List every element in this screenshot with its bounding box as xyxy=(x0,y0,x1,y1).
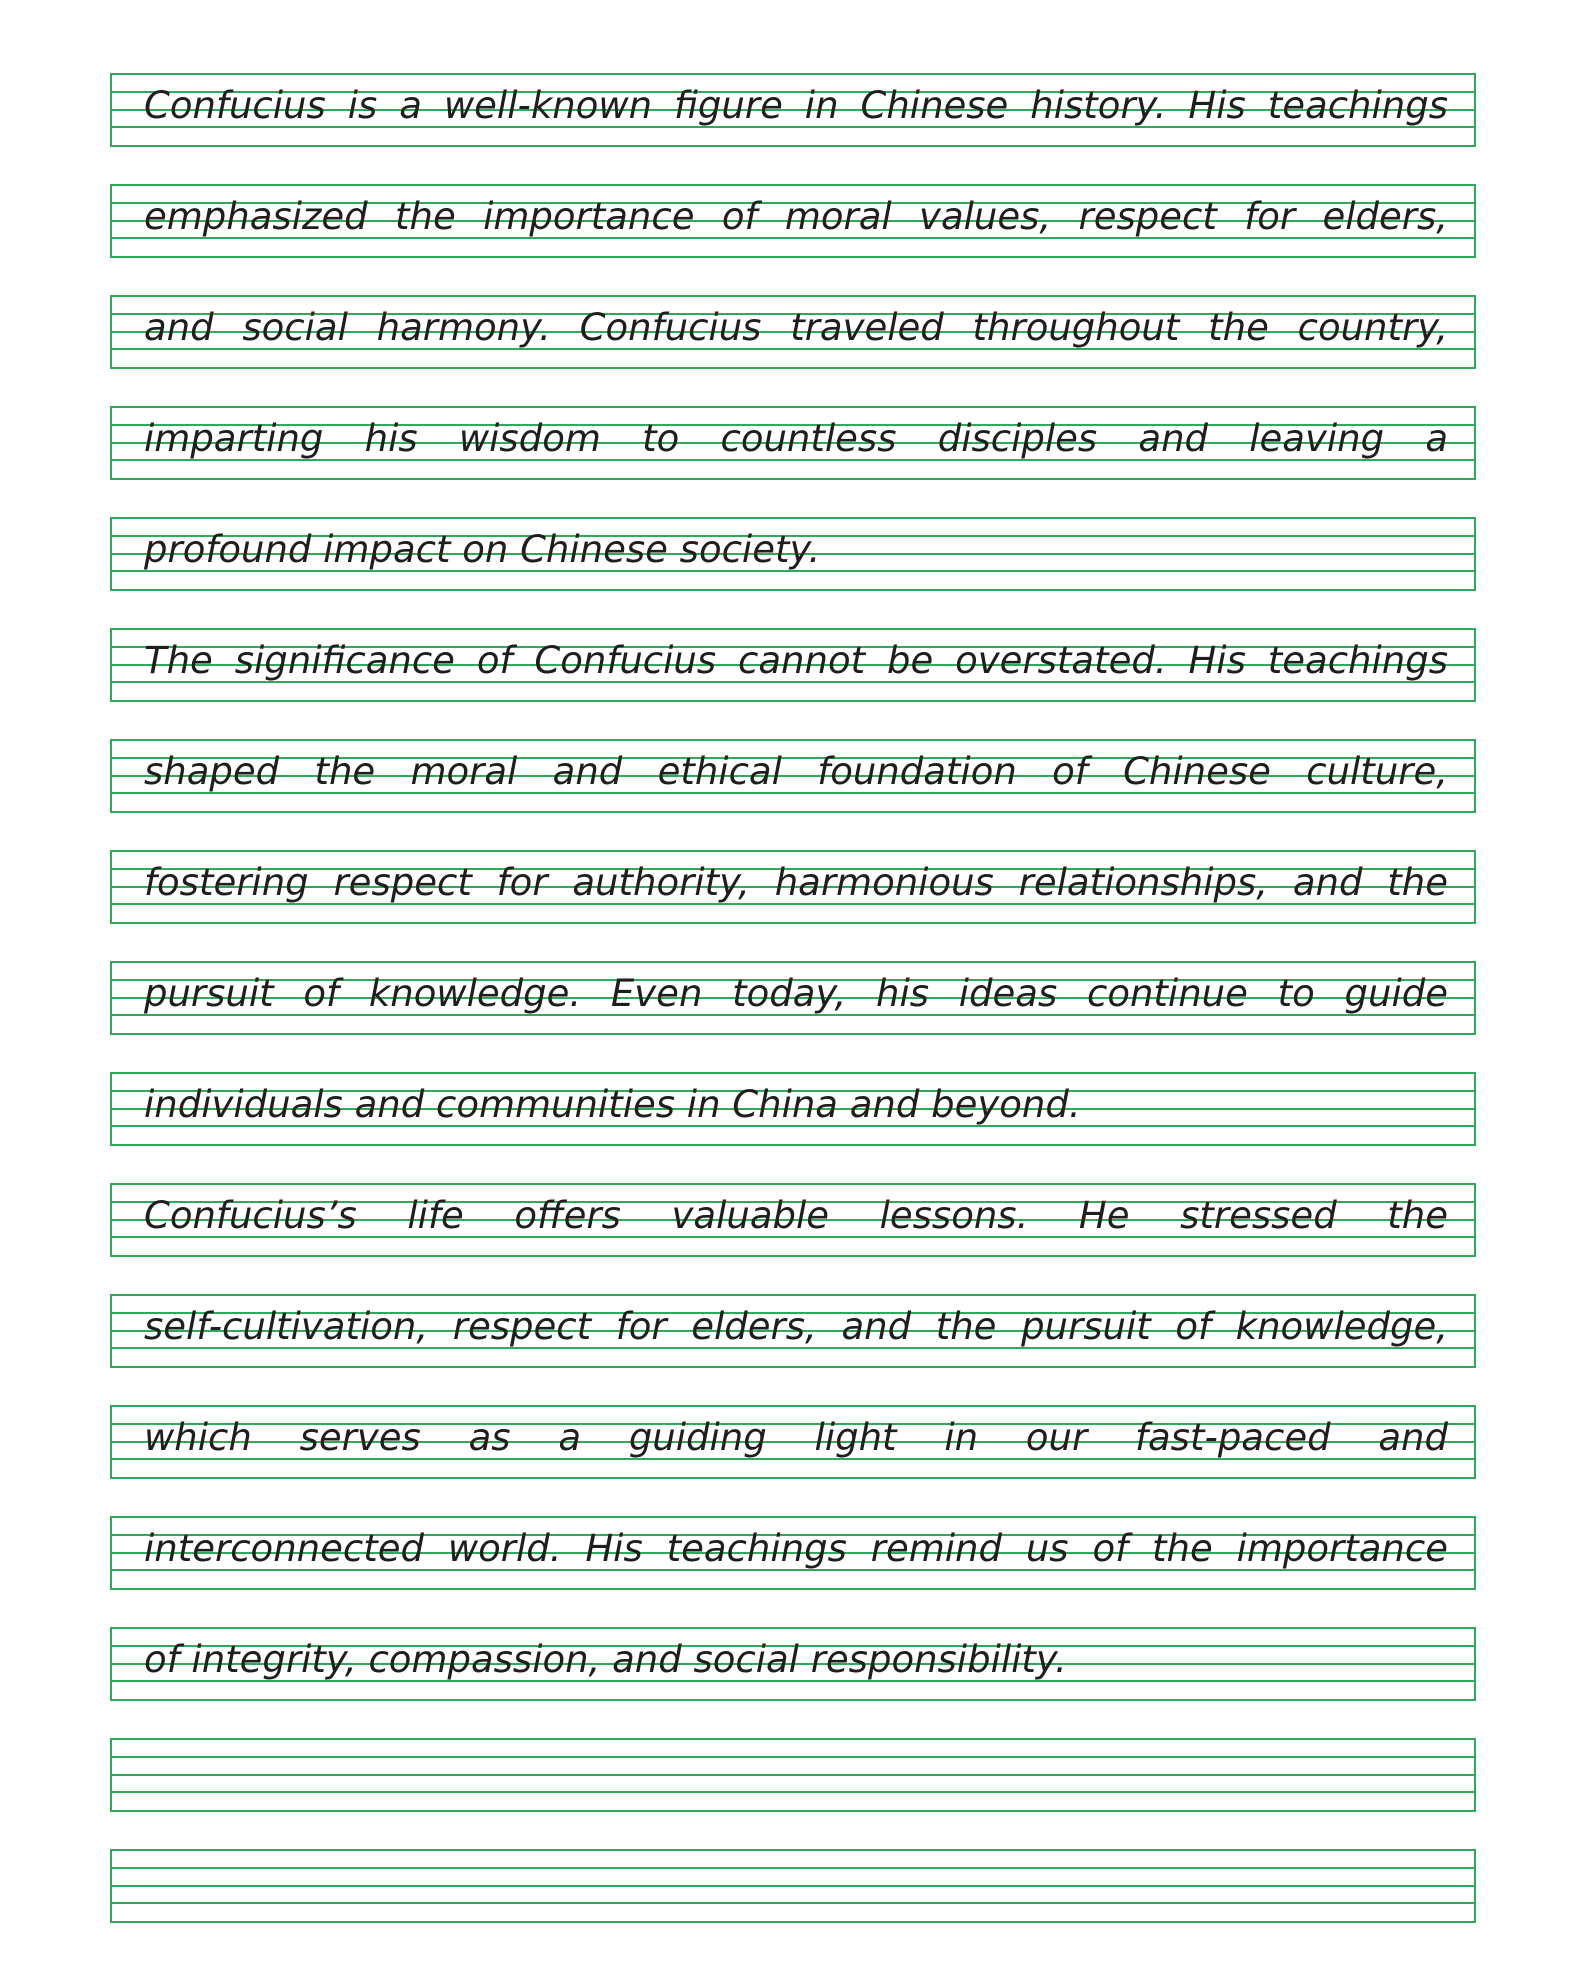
line-text: and social harmony. Confucius traveled throughout the country, xyxy=(144,306,1448,349)
writing-line-9 xyxy=(110,961,1476,1035)
writing-line-16-empty xyxy=(110,1738,1476,1812)
writing-line-15 xyxy=(110,1627,1476,1701)
writing-line-13 xyxy=(110,1405,1476,1479)
line-text: Confucius’s life offers valuable lessons. He stressed the xyxy=(144,1194,1448,1237)
line-text: The significance of Confucius cannot be overstated. His teachings xyxy=(144,639,1448,682)
guide-rule-baseline xyxy=(112,1791,1474,1793)
writing-line-17-empty xyxy=(110,1849,1476,1923)
line-text: self-cultivation, respect for elders, and the pursuit of knowledge, xyxy=(144,1305,1448,1348)
line-text: imparting his wisdom to countless disciples and leaving a xyxy=(144,417,1448,460)
writing-line-3 xyxy=(110,295,1476,369)
writing-line-8 xyxy=(110,850,1476,924)
writing-line-6 xyxy=(110,628,1476,702)
writing-line-1 xyxy=(110,73,1476,147)
writing-line-11 xyxy=(110,1183,1476,1257)
line-text: shaped the moral and ethical foundation of Chinese culture, xyxy=(144,750,1448,793)
line-text: interconnected world. His teachings remind us of the importance xyxy=(144,1527,1448,1570)
line-text: emphasized the importance of moral values, respect for elders, xyxy=(144,195,1448,238)
guide-rule-top xyxy=(112,1756,1474,1758)
handwriting-worksheet xyxy=(110,73,1476,1960)
guide-rule-top xyxy=(112,1867,1474,1869)
line-text: of integrity, compassion, and social responsibility. xyxy=(144,1638,1067,1681)
writing-line-10 xyxy=(110,1072,1476,1146)
writing-line-14 xyxy=(110,1516,1476,1590)
line-text: fostering respect for authority, harmonious relationships, and the xyxy=(144,861,1448,904)
guide-rule-middle xyxy=(112,1885,1474,1887)
writing-line-12 xyxy=(110,1294,1476,1368)
line-text: which serves as a guiding light in our fast-paced and xyxy=(144,1416,1448,1459)
line-text: pursuit of knowledge. Even today, his ideas continue to guide xyxy=(144,972,1448,1015)
writing-line-4 xyxy=(110,406,1476,480)
line-text: Confucius is a well-known figure in Chinese history. His teachings xyxy=(144,84,1448,127)
writing-line-7 xyxy=(110,739,1476,813)
guide-rule-baseline xyxy=(112,1902,1474,1904)
guide-rule-middle xyxy=(112,1774,1474,1776)
line-text: profound impact on Chinese society. xyxy=(144,528,821,571)
writing-line-2 xyxy=(110,184,1476,258)
writing-line-5 xyxy=(110,517,1476,591)
line-text: individuals and communities in China and beyond. xyxy=(144,1083,1081,1126)
